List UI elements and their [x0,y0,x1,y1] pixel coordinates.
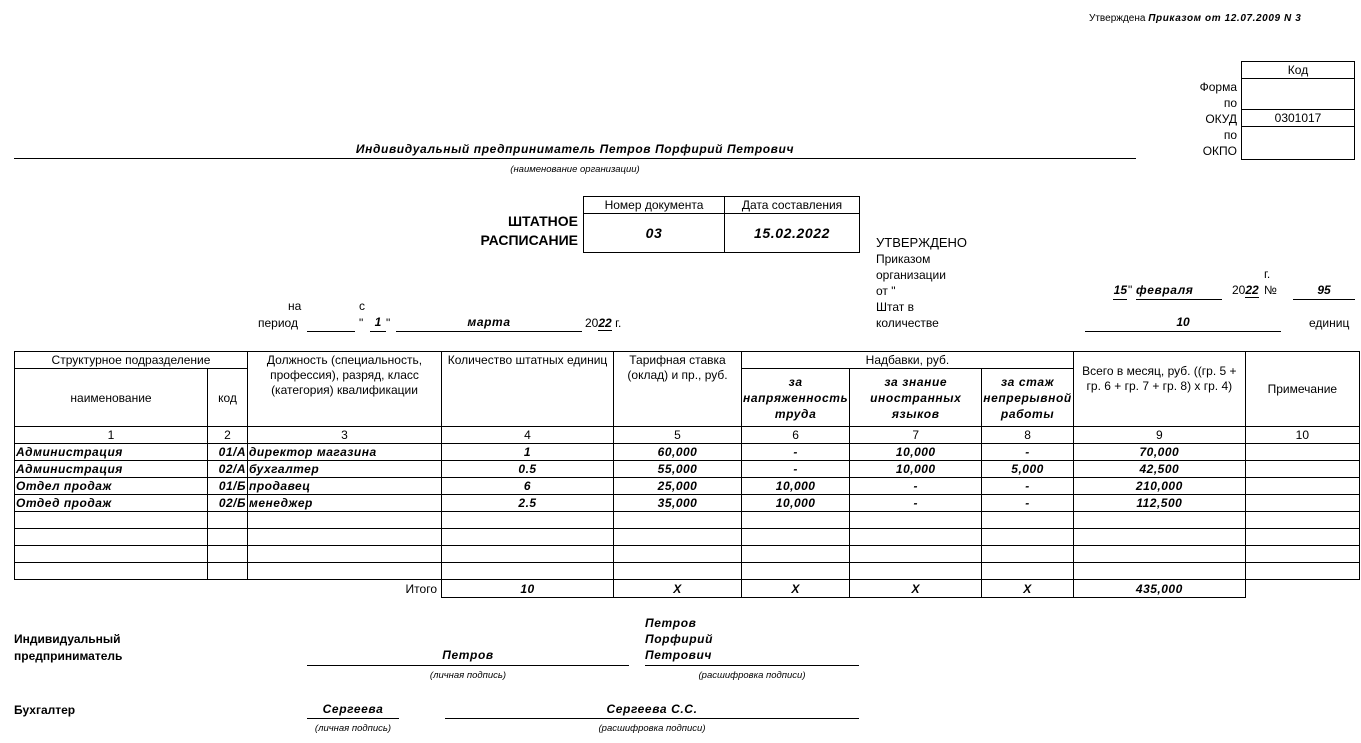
empty-row [15,546,1360,563]
period-blank [307,316,355,332]
cell-subdivision: Администрация [15,461,208,478]
cell-rate: 25,000 [614,478,742,495]
okpo-label-1: по [1223,128,1237,142]
header-subdivision: Структурное подразделение [15,352,248,369]
approval-note [1089,13,1301,24]
doc-date: 15.02.2022 [724,213,860,253]
ip-name-1: Петров [645,616,697,630]
period-day: 1 [370,315,386,332]
cell-position: бухгалтер [248,461,442,478]
forma-label-1: Форма [1199,80,1237,94]
totals-allowance-languages: X [850,580,982,598]
col-number: 7 [850,427,982,444]
cell-allowance-tension: 10,000 [742,478,850,495]
doc-date-label: Дата составления [724,196,860,214]
totals-rate: X [614,580,742,598]
col-number: 5 [614,427,742,444]
approved-staff-line2: количестве [876,316,939,330]
table-row [15,444,1360,461]
organization-field [14,142,1136,159]
cell-total: 42,500 [1073,461,1245,478]
organization-caption: (наименование организации) [510,164,640,175]
cell-allowance-tension: - [742,461,850,478]
approved-title: УТВЕРЖДЕНО [876,235,968,250]
header-note: Примечание [1245,352,1359,427]
cell-allowance-languages: 10,000 [850,461,982,478]
doc-number-label: Номер документа [583,196,725,214]
cell-allowance-tension: - [742,444,850,461]
cell-count: 1 [442,444,614,461]
col-number: 1 [15,427,208,444]
col-number: 6 [742,427,850,444]
staff-table [14,351,1360,598]
table-row [15,461,1360,478]
forma-label-2: по [1223,96,1237,110]
okpo-code [1241,126,1355,160]
ip-label-1: Индивидуальный [14,632,121,646]
cell-position: директор магазина [248,444,442,461]
cell-allowance-languages: - [850,478,982,495]
period-year-label: г. [615,316,622,330]
accountant-label: Бухгалтер [14,703,76,717]
approved-line1: Приказом [876,252,931,266]
code-header: Код [1241,61,1355,79]
cell-total: 112,500 [1073,495,1245,512]
cell-rate: 55,000 [614,461,742,478]
cell-count: 0.5 [442,461,614,478]
empty-row [15,529,1360,546]
cell-total: 210,000 [1073,478,1245,495]
cell-allowance-languages: - [850,495,982,512]
approved-staff-line1: Штат в [876,300,914,314]
approved-year-label: г. [1264,267,1271,281]
ip-decode-caption: (расшифровка подписи) [698,670,806,681]
cell-code: 01/Б [208,478,248,495]
approved-from-label: от " [876,284,896,298]
header-allowance-tension: за напряженность труда [742,369,850,427]
doc-number: 03 [583,213,725,253]
header-total: Всего в месяц, руб. ((гр. 5 + гр. 6 + гр. 7 + гр. 8) х гр. 4) [1073,352,1245,427]
forma-label-3: ОКУД [1205,112,1237,126]
cell-subdivision: Отдед продаж [15,495,208,512]
cell-rate: 35,000 [614,495,742,512]
approved-year-prefix: 20 [1232,283,1246,297]
period-quote-open: " [359,316,364,330]
cell-subdivision: Администрация [15,444,208,461]
cell-allowance-seniority: 5,000 [982,461,1074,478]
header-allowances: Надбавки, руб. [742,352,1074,369]
col-number: 10 [1245,427,1359,444]
period-na: на [288,299,302,313]
cell-code: 02/А [208,461,248,478]
approved-day-quote: " [1128,283,1133,297]
organization-name: Индивидуальный предприниматель Петров Порфирий Петрович [355,142,795,156]
approved-line2: организации [876,268,946,282]
empty-row [15,563,1360,580]
cell-allowance-tension: 10,000 [742,495,850,512]
period-label: период [258,316,298,330]
column-numbers-row [15,427,1360,444]
accountant-decode-caption: (расшифровка подписи) [598,723,706,734]
table-row [15,495,1360,512]
cell-note [1245,444,1359,461]
forma-label [1160,79,1237,159]
approved-year-suffix: 22 [1245,283,1259,297]
header-position: Должность (специальность, профессия), разряд, класс (категория) квалификации [248,352,442,427]
approved-num-label: № [1264,283,1277,297]
header-count: Количество штатных единиц [442,352,614,427]
empty-row [15,512,1360,529]
header-code: код [208,369,248,427]
totals-count: 10 [442,580,614,598]
ip-signature: Петров [307,648,629,666]
col-number: 3 [248,427,442,444]
totals-label: Итого [405,581,437,596]
totals-row [15,580,1360,598]
totals-allowance-tension: X [742,580,850,598]
ip-label [14,631,122,665]
doc-title-line2: РАСПИСАНИЕ [480,232,578,248]
cell-count: 2.5 [442,495,614,512]
ip-signature-caption: (личная подпись) [429,670,507,681]
cell-note [1245,495,1359,512]
accountant-name: Сергеева С.С. [445,702,859,719]
period-s: с [359,299,365,313]
ip-label-2: предприниматель [14,649,123,663]
header-name: наименование [15,369,208,427]
cell-count: 6 [442,478,614,495]
approval-prefix: Утверждена [1089,13,1146,24]
col-number: 2 [208,427,248,444]
header-allowance-languages: за знание иностранных языков [850,369,982,427]
cell-note [1245,478,1359,495]
doc-title-line1: ШТАТНОЕ [507,213,578,229]
cell-total: 70,000 [1073,444,1245,461]
col-number: 8 [982,427,1074,444]
doc-title [420,212,578,250]
okud-code: 0301017 [1241,109,1355,127]
approved-units: единиц [1309,316,1350,330]
approved-staff-count: 10 [1085,315,1281,332]
header-rate: Тарифная ставка (оклад) и пр., руб. [614,352,742,427]
accountant-signature: Сергеева [307,702,399,719]
col-number: 9 [1073,427,1245,444]
totals-allowance-seniority: X [982,580,1074,598]
header-allowance-seniority: за стаж непрерывной работы [982,369,1074,427]
period-quote-close: " [386,316,391,330]
ip-name-2: Порфирий [645,632,714,646]
cell-code: 01/А [208,444,248,461]
approval-order: Приказом от 12.07.2009 N 3 [1148,13,1302,24]
cell-allowance-seniority: - [982,478,1074,495]
cell-code: 02/Б [208,495,248,512]
period-year-prefix: 20 [585,316,599,330]
okpo-label-2: ОКПО [1202,144,1237,158]
period-year-suffix: 22 [598,316,612,330]
period-month: марта [396,315,582,332]
cell-position: продавец [248,478,442,495]
table-row [15,478,1360,495]
approved-number: 95 [1293,283,1355,300]
cell-rate: 60,000 [614,444,742,461]
accountant-signature-caption: (личная подпись) [314,723,392,734]
cell-position: менеджер [248,495,442,512]
forma-cell [1241,78,1355,110]
col-number: 4 [442,427,614,444]
cell-allowance-seniority: - [982,444,1074,461]
approved-month: февраля [1136,283,1222,300]
cell-subdivision: Отдел продаж [15,478,208,495]
cell-allowance-seniority: - [982,495,1074,512]
period-year [585,316,621,330]
approved-year [1232,283,1259,297]
approved-day: 15 [1113,283,1127,300]
ip-name-decode [645,615,859,666]
totals-total: 435,000 [1073,580,1245,598]
cell-note [1245,461,1359,478]
approved-block [876,235,967,331]
ip-name-3: Петрович [645,648,713,662]
cell-allowance-languages: 10,000 [850,444,982,461]
